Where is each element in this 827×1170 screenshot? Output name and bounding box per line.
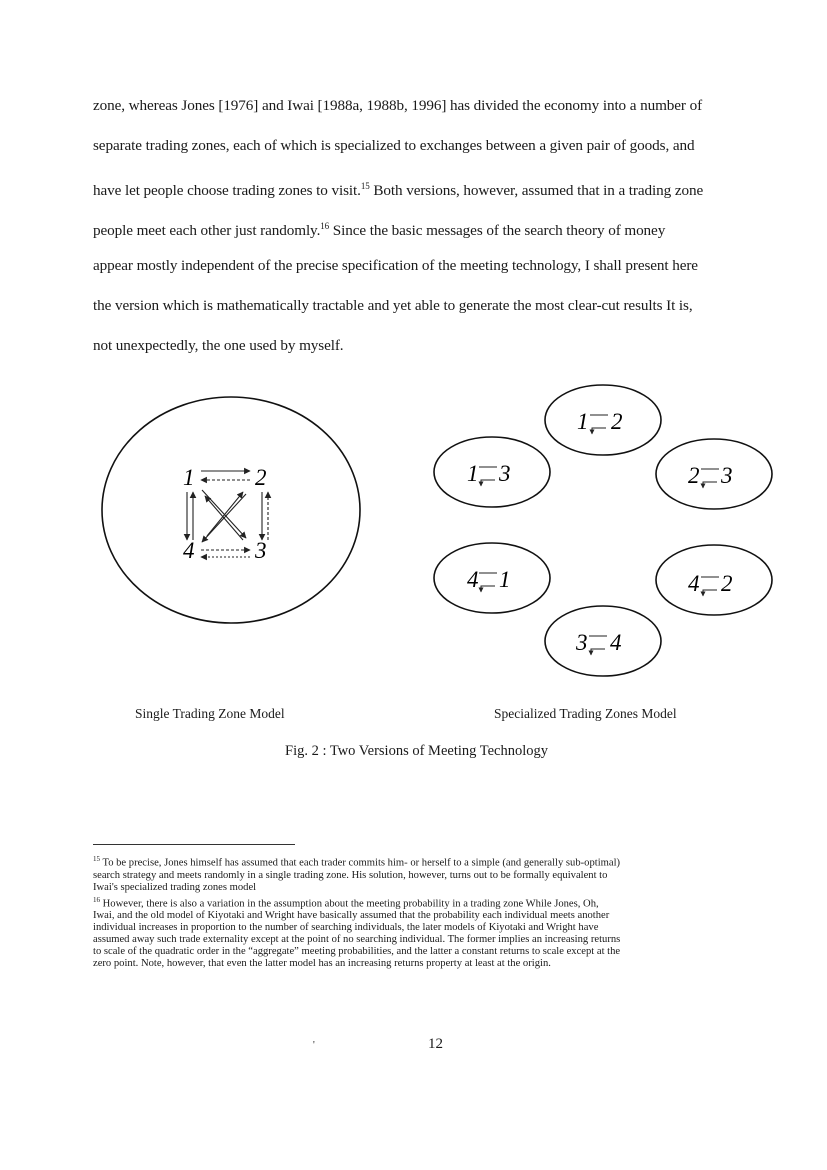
zone-1-3: [434, 437, 550, 507]
text-line-2: separate trading zones, each of which is specialized to exchanges between a given pair of goods, and: [93, 137, 695, 154]
footnote-16-mark: 16: [93, 895, 100, 904]
single-zone-node-1: 1: [183, 465, 195, 490]
footnote-15-line-3: Iwai's specialized trading zones model: [93, 881, 257, 893]
zone-1-3-arrows: [479, 467, 497, 486]
zone-2-3-a: 2: [688, 463, 700, 488]
text-line-4-rest: Since the basic messages of the search theory of money: [329, 222, 666, 240]
footnote-16-line-5: to scale of the quadratic order in the “aggregate” meeting probabilities, and the latter a constant returns to scale except at the: [93, 946, 621, 958]
zone-4-2: [656, 545, 772, 615]
text-line-5: appear mostly independent of the precise specification of the meeting technology, I shall present here: [93, 257, 698, 274]
footnote-16-line-3: individual increases in proportion to the number of searching individuals, the later models of Kiyotaki and Wright have: [93, 922, 599, 934]
text-line-3-rest: Both versions, however, assumed that in a trading zone: [369, 182, 704, 200]
zone-4-1-a: 4: [467, 567, 479, 592]
zone-4-1-b: 1: [499, 567, 511, 592]
footnote-ref-16[interactable]: 16: [320, 221, 330, 231]
caption-single-zone: Single Trading Zone Model: [135, 706, 285, 721]
single-zone-node-3: 3: [255, 538, 267, 563]
figure-title: Fig. 2 : Two Versions of Meeting Technology: [285, 743, 548, 759]
caption-specialized-zones: Specialized Trading Zones Model: [494, 706, 677, 721]
page-number: 12: [428, 1036, 443, 1052]
text-line-4: [93, 212, 793, 252]
text-line-3: [93, 172, 793, 212]
zone-1-2-arrows: [590, 415, 608, 434]
zone-3-4: [545, 606, 661, 676]
footnote-rule: [93, 844, 295, 845]
zone-4-1: [434, 543, 550, 613]
zone-4-1-arrows: [479, 573, 497, 592]
zone-2-3: [656, 439, 772, 509]
text-line-1: zone, whereas Jones [1976] and Iwai [1988a, 1988b, 1996] has divided the economy into a number of: [93, 97, 703, 114]
zone-1-2-b: 2: [611, 409, 623, 434]
zone-3-4-a: 3: [576, 630, 588, 655]
footnotes: [93, 853, 793, 970]
zone-2-3-arrows: [701, 469, 719, 488]
zone-1-2: [545, 385, 661, 455]
footnote-16-line-4: assumed away such trade externality except at the point of no searching individual. The former implies an increasing returns: [93, 934, 621, 946]
zone-4-2-b: 2: [721, 571, 733, 596]
zone-4-2-arrows: [701, 577, 719, 596]
single-zone-node-2: 2: [255, 465, 267, 490]
single-zone-node-4: 4: [183, 538, 195, 563]
meeting-technology-figure: [0, 380, 827, 710]
stray-mark: ': [313, 1040, 315, 1051]
footnote-16-text-1: However, there is also a variation in the assumption about the meeting probability in a trading zone While Jones, Oh,: [100, 898, 599, 910]
text-line-6: the version which is mathematically tractable and yet able to generate the most clear-cut results It is,: [93, 297, 693, 314]
zone-1-3-b: 3: [499, 461, 511, 486]
footnote-16-line-2: Iwai, and the old model of Kiyotaki and Wright have basically assumed that the probability each individual meets another: [93, 910, 610, 922]
footnote-ref-15[interactable]: 15: [360, 181, 370, 191]
text-line-4-main: people meet each other just randomly.: [93, 222, 321, 240]
footnote-16-line-1: [93, 894, 793, 911]
zone-3-4-b: 4: [610, 630, 622, 655]
zone-1-3-a: 1: [467, 461, 479, 486]
footnote-15-line-1: [93, 853, 793, 870]
zone-4-2-a: 4: [688, 571, 700, 596]
body-paragraph: [93, 92, 793, 372]
text-line-3-main: have let people choose trading zones to visit.: [93, 182, 361, 200]
footnote-15-line-2: search strategy and meets randomly in a single trading zone. His solution, however, turns out to be formally equivalent to: [93, 869, 608, 881]
footnote-16-line-6: zero point. Note, however, that even the latter model has an increasing returns property at least at the origin.: [93, 958, 551, 970]
zone-1-2-a: 1: [577, 409, 589, 434]
zone-3-4-arrows: [589, 636, 607, 655]
text-line-7: not unexpectedly, the one used by myself.: [93, 337, 344, 354]
footnote-15-text-1: To be precise, Jones himself has assumed that each trader commits him- or herself to a simple (and generally sub-optimal): [100, 857, 621, 869]
footnote-15-mark: 15: [93, 855, 100, 863]
zone-2-3-b: 3: [721, 463, 733, 488]
